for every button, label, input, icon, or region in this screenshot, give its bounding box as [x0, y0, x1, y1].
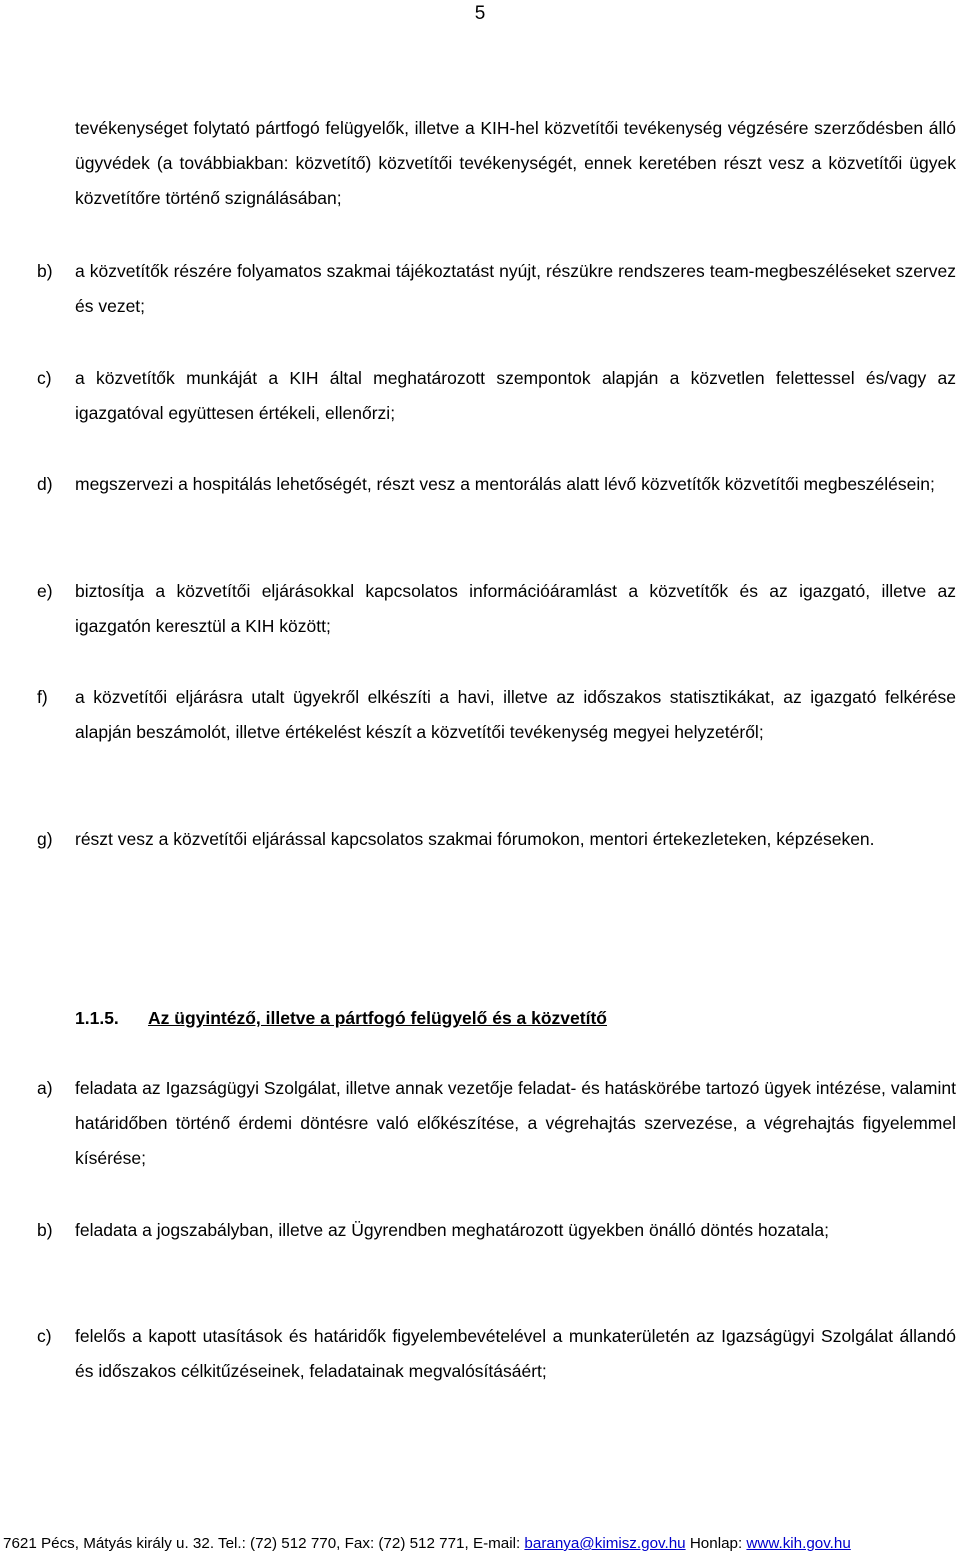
list-item-c: [37, 361, 956, 431]
email-link[interactable]: baranya@kimisz.gov.hu: [524, 1535, 686, 1552]
list-letter: f): [37, 687, 48, 707]
page-footer: [3, 1532, 960, 1556]
list-letter: b): [37, 1220, 53, 1240]
list-item-d: [37, 467, 956, 502]
list-letter: e): [37, 581, 53, 601]
list-text: feladata a jogszabályban, illetve az Ügyrendben meghatározott ügyekben önálló döntés hozatala;: [75, 1220, 829, 1240]
section-heading: [75, 1001, 607, 1036]
list-text: biztosítja a közvetítői eljárásokkal kapcsolatos információáramlást a közvetítők és az igazgató, illetve az igazgatón keresztül a KIH között;: [75, 581, 956, 636]
paragraph-text: tevékenységet folytató pártfogó felügyelők, illetve a KIH-hel közvetítői tevékenység végzésére szerződésben álló ügyvédek (a továbbiakban: közvetítő) közvetítői tevékenységét, ennek keretében részt vesz a közvetítői ügyek közvetítőre történő szignálásában;: [75, 118, 956, 208]
list-item-f: [37, 680, 956, 750]
list-item-e: [37, 574, 956, 644]
section-title: Az ügyintéző, illetve a pártfogó felügyelő és a közvetítő: [148, 1008, 607, 1028]
list-text: részt vesz a közvetítői eljárással kapcsolatos szakmai fórumokon, mentori értekezleteken, képzéseken.: [75, 829, 875, 849]
list-text: a közvetítői eljárásra utalt ügyekről elkészíti a havi, illetve az időszakos statisztikákat, az igazgató felkérése alapján beszámolót, illetve értékelést készít a közvetítői tevékenység megyei helyzetéről;: [75, 687, 956, 742]
list-item-g: [37, 822, 956, 857]
list-letter: a): [37, 1078, 53, 1098]
list-item-b2: [37, 1213, 956, 1248]
list-text: megszervezi a hospitálás lehetőségét, részt vesz a mentorálás alatt lévő közvetítők közvetítői megbeszélésein;: [75, 474, 935, 494]
website-link[interactable]: www.kih.gov.hu: [746, 1535, 851, 1552]
list-item-a: [37, 1071, 956, 1176]
list-text: feladata az Igazságügyi Szolgálat, illetve annak vezetője feladat- és hatáskörébe tartozó ügyek intézése, valamint határidőben történő érdemi döntésre való előkészítése, a végrehajtás szervezése, a végrehajtás figyelemmel kísérése;: [75, 1078, 956, 1168]
list-letter: c): [37, 368, 52, 388]
footer-address: 7621 Pécs, Mátyás király u. 32. Tel.: (72) 512 770, Fax: (72) 512 771, E-mail:: [3, 1535, 525, 1552]
list-text: felelős a kapott utasítások és határidők figyelembevételével a munkaterületén az Igazságügyi Szolgálat állandó és időszakos célkitűzéseinek, feladatainak megvalósításáért;: [75, 1326, 956, 1381]
continuation-paragraph: [75, 111, 956, 216]
page-number: 5: [474, 3, 486, 24]
section-number: 1.1.5.: [75, 1008, 119, 1028]
footer-honlap-label: Honlap:: [685, 1535, 747, 1552]
list-item-c2: [37, 1319, 956, 1389]
list-letter: c): [37, 1326, 52, 1346]
list-letter: g): [37, 829, 53, 849]
list-letter: d): [37, 474, 53, 494]
list-item-b: [37, 254, 956, 324]
list-text: a közvetítők munkáját a KIH által meghatározott szempontok alapján a közvetlen felettessel és/vagy az igazgatóval együttesen értékeli, ellenőrzi;: [75, 368, 956, 423]
list-text: a közvetítők részére folyamatos szakmai tájékoztatást nyújt, részükre rendszeres team-megbeszéléseket szervez és vezet;: [75, 261, 956, 316]
list-letter: b): [37, 261, 53, 281]
